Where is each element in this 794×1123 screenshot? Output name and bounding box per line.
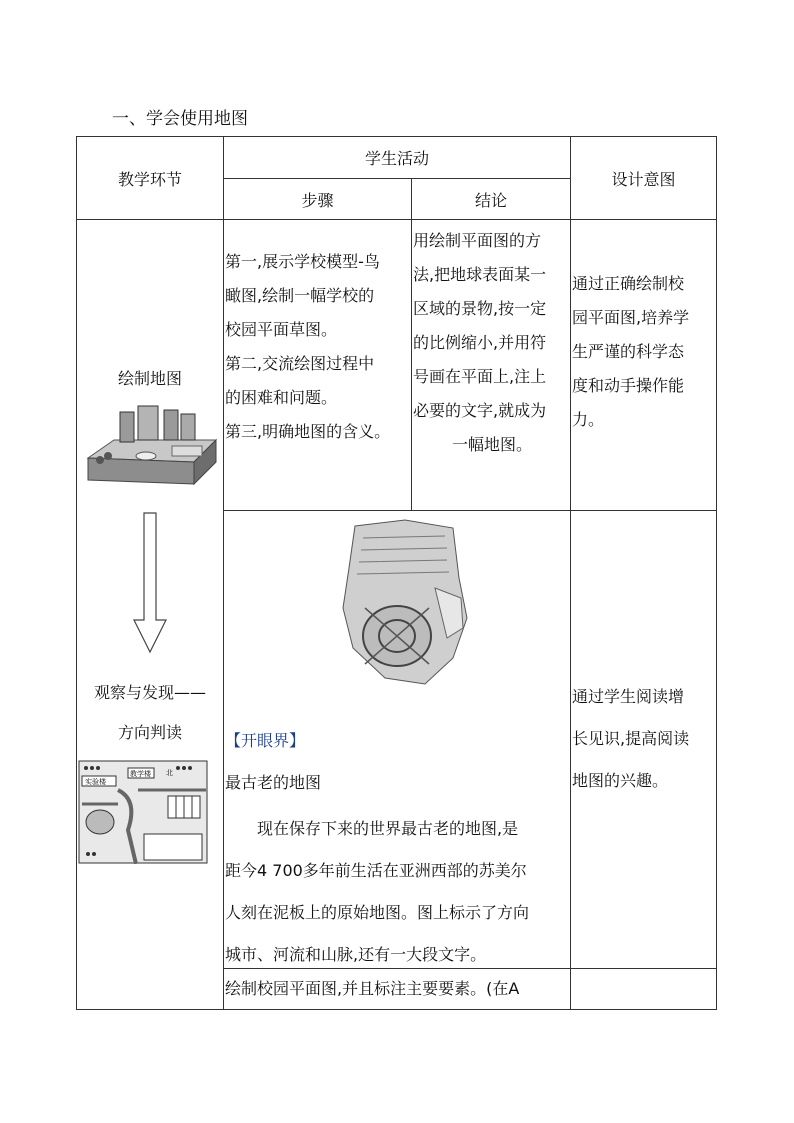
kai-yan-jie-tag: 【开眼界】	[225, 731, 306, 750]
row1-intent-text	[572, 267, 717, 437]
map-label-teach: 教学楼	[130, 770, 151, 778]
paragraph-line: 距今4 700多年前生活在亚洲西部的苏美尔	[225, 861, 527, 880]
row1-steps-text	[225, 245, 411, 449]
step-line: 第一,展示学校模型-鸟	[225, 252, 380, 271]
map-label-lab: 实验楼	[85, 778, 106, 786]
intent-line: 长见识,提高阅读	[572, 729, 690, 748]
row3-activity-text: 绘制校园平面图,并且标注主要要素。(在A	[225, 979, 520, 998]
intent-line: 力。	[572, 410, 605, 429]
conclusion-line: 用绘制平面图的方	[413, 231, 542, 250]
phase-draw-map: 绘制地图	[117, 369, 182, 388]
header-steps: 步骤	[223, 178, 412, 220]
campus-map-image	[78, 760, 208, 864]
step-line: 第三,明确地图的含义。	[225, 422, 391, 441]
paragraph-line: 人刻在泥板上的原始地图。图上标示了方向	[225, 903, 530, 922]
row2-activity-text	[225, 724, 571, 976]
phase-observe: 观察与发现——	[93, 683, 206, 702]
row3-intent-cell	[570, 968, 717, 1010]
conclusion-line: 的比例缩小,并用符	[413, 333, 547, 352]
intent-line: 园平面图,培养学	[572, 308, 690, 327]
step-line: 第二,交流绘图过程中	[225, 354, 375, 373]
section-heading: 一、学会使用地图	[112, 109, 248, 129]
conclusion-line: 号画在平面上,注上	[413, 367, 547, 386]
intent-line: 通过学生阅读增	[572, 687, 685, 706]
paragraph-line: 现在保存下来的世界最古老的地图,是	[225, 819, 519, 838]
header-conclusion: 结论	[411, 178, 571, 220]
conclusion-line: 必要的文字,就成为	[413, 401, 547, 420]
step-line: 校园平面草图。	[225, 320, 338, 339]
conclusion-line: 区域的景物,按一定	[413, 299, 547, 318]
clay-tablet-image	[335, 518, 470, 688]
row1-conclusion-text	[413, 224, 571, 462]
intent-line: 通过正确绘制校	[572, 274, 685, 293]
phase-direction: 方向判读	[117, 723, 182, 742]
school-model-image	[84, 400, 218, 490]
row2-intent-text	[572, 676, 717, 802]
intent-line: 生严谨的科学态	[572, 342, 685, 361]
step-line: 瞰图,绘制一幅学校的	[225, 286, 375, 305]
header-student-activity: 学生活动	[223, 136, 571, 179]
header-phase: 教学环节	[76, 136, 224, 220]
arrow-down-icon	[132, 512, 168, 654]
step-line: 的困难和问题。	[225, 388, 338, 407]
oldest-map-title: 最古老的地图	[225, 773, 322, 792]
map-label-north: 北	[166, 769, 173, 777]
intent-line: 地图的兴趣。	[572, 771, 669, 790]
conclusion-line: 法,把地球表面某一	[413, 265, 547, 284]
header-intent: 设计意图	[570, 136, 717, 220]
intent-line: 度和动手操作能	[572, 376, 685, 395]
conclusion-line: 一幅地图。	[451, 435, 532, 454]
paragraph-line: 城市、河流和山脉,还有一大段文字。	[225, 945, 487, 964]
